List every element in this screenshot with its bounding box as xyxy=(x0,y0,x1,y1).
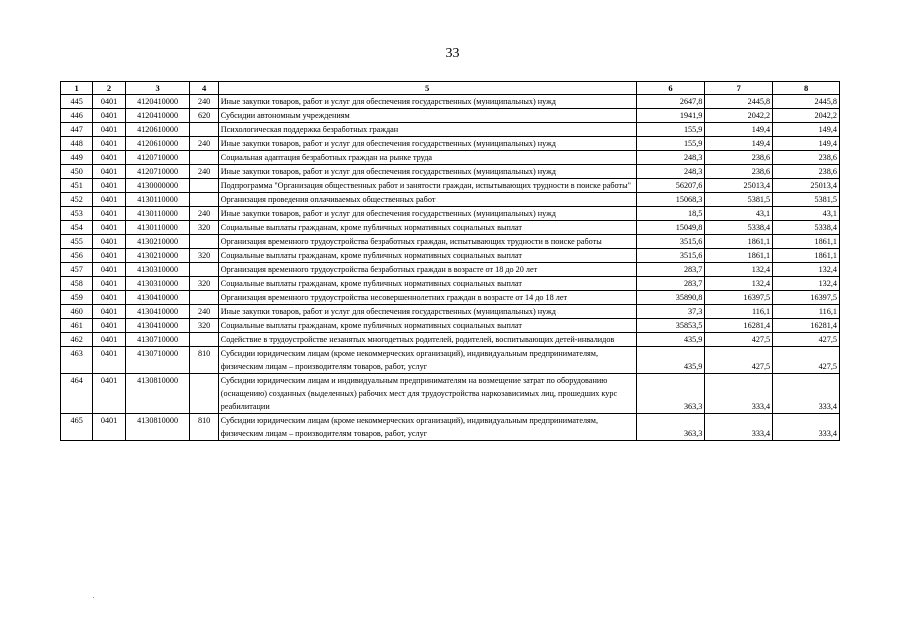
item-name: Социальные выплаты гражданам, кроме публичных нормативных социальных выплат xyxy=(218,249,636,263)
amount-col-8: 25013,4 xyxy=(773,179,840,193)
section-code: 0401 xyxy=(93,305,125,319)
amount-col-6: 363,3 xyxy=(636,414,705,441)
target-article-code: 4130310000 xyxy=(125,277,190,291)
expense-type-code: 810 xyxy=(190,414,218,441)
amount-col-6: 18,5 xyxy=(636,207,705,221)
section-code: 0401 xyxy=(93,123,125,137)
row-number: 448 xyxy=(61,137,93,151)
amount-col-8: 5381,5 xyxy=(773,193,840,207)
expense-type-code xyxy=(190,374,218,414)
expense-type-code: 810 xyxy=(190,347,218,374)
target-article-code: 4130110000 xyxy=(125,207,190,221)
target-article-code: 4130410000 xyxy=(125,291,190,305)
row-number: 461 xyxy=(61,319,93,333)
section-code: 0401 xyxy=(93,165,125,179)
header-col-4: 4 xyxy=(190,82,218,95)
item-name: Социальная адаптация безработных граждан на рынке труда xyxy=(218,151,636,165)
amount-col-8: 132,4 xyxy=(773,277,840,291)
table-row xyxy=(61,95,840,109)
expense-type-code: 320 xyxy=(190,277,218,291)
row-number: 446 xyxy=(61,109,93,123)
section-code: 0401 xyxy=(93,347,125,374)
row-number: 457 xyxy=(61,263,93,277)
amount-col-8: 149,4 xyxy=(773,123,840,137)
target-article-code: 4130210000 xyxy=(125,235,190,249)
amount-col-6: 35890,8 xyxy=(636,291,705,305)
target-article-code: 4130410000 xyxy=(125,319,190,333)
row-number: 458 xyxy=(61,277,93,291)
section-code: 0401 xyxy=(93,221,125,235)
target-article-code: 4120610000 xyxy=(125,137,190,151)
table-row xyxy=(61,109,840,123)
expense-type-code: 320 xyxy=(190,319,218,333)
expense-type-code: 240 xyxy=(190,137,218,151)
item-name: Организация проведения оплачиваемых общественных работ xyxy=(218,193,636,207)
table-row xyxy=(61,291,840,305)
amount-col-7: 16281,4 xyxy=(705,319,773,333)
item-name: Организация временного трудоустройства безработных граждан, испытывающих трудности в поиске работы xyxy=(218,235,636,249)
amount-col-7: 16397,5 xyxy=(705,291,773,305)
amount-col-7: 5338,4 xyxy=(705,221,773,235)
row-number: 462 xyxy=(61,333,93,347)
section-code: 0401 xyxy=(93,414,125,441)
table-row xyxy=(61,151,840,165)
target-article-code: 4120410000 xyxy=(125,109,190,123)
amount-col-6: 3515,6 xyxy=(636,235,705,249)
amount-col-7: 333,4 xyxy=(705,374,773,414)
amount-col-6: 3515,6 xyxy=(636,249,705,263)
table-row xyxy=(61,414,840,441)
item-name: Социальные выплаты гражданам, кроме публичных нормативных социальных выплат xyxy=(218,221,636,235)
amount-col-6: 248,3 xyxy=(636,165,705,179)
section-code: 0401 xyxy=(93,249,125,263)
amount-col-7: 2445,8 xyxy=(705,95,773,109)
header-col-8: 8 xyxy=(773,82,840,95)
section-code: 0401 xyxy=(93,235,125,249)
item-name: Иные закупки товаров, работ и услуг для обеспечения государственных (муниципальных) нужд xyxy=(218,305,636,319)
amount-col-7: 132,4 xyxy=(705,263,773,277)
scan-speck xyxy=(93,597,94,598)
target-article-code: 4120410000 xyxy=(125,95,190,109)
amount-col-8: 238,6 xyxy=(773,165,840,179)
header-col-6: 6 xyxy=(636,82,705,95)
section-code: 0401 xyxy=(93,333,125,347)
amount-col-6: 155,9 xyxy=(636,123,705,137)
section-code: 0401 xyxy=(93,319,125,333)
item-name: Субсидии юридическим лицам (кроме некоммерческих организаций), индивидуальным предпринимателям, физическим лицам – производителям товаров, работ, услуг xyxy=(218,347,636,374)
table-row xyxy=(61,333,840,347)
amount-col-8: 238,6 xyxy=(773,151,840,165)
amount-col-7: 333,4 xyxy=(705,414,773,441)
item-name: Иные закупки товаров, работ и услуг для обеспечения государственных (муниципальных) нужд xyxy=(218,165,636,179)
row-number: 452 xyxy=(61,193,93,207)
row-number: 445 xyxy=(61,95,93,109)
section-code: 0401 xyxy=(93,277,125,291)
expense-type-code xyxy=(190,235,218,249)
amount-col-7: 427,5 xyxy=(705,347,773,374)
amount-col-6: 37,3 xyxy=(636,305,705,319)
item-name: Субсидии юридическим лицам и индивидуальным предпринимателям на возмещение затрат по оборудованию (оснащению) созданных (выделенных) рабочих мест для трудоустройства наркозависимых лиц, прошедших курс реабилитации xyxy=(218,374,636,414)
target-article-code: 4130710000 xyxy=(125,347,190,374)
amount-col-7: 5381,5 xyxy=(705,193,773,207)
amount-col-6: 363,3 xyxy=(636,374,705,414)
item-name: Социальные выплаты гражданам, кроме публичных нормативных социальных выплат xyxy=(218,319,636,333)
amount-col-6: 248,3 xyxy=(636,151,705,165)
table-row xyxy=(61,207,840,221)
item-name: Иные закупки товаров, работ и услуг для обеспечения государственных (муниципальных) нужд xyxy=(218,95,636,109)
expense-type-code xyxy=(190,291,218,305)
item-name: Субсидии юридическим лицам (кроме некоммерческих организаций), индивидуальным предпринимателям, физическим лицам – производителям товаров, работ, услуг xyxy=(218,414,636,441)
amount-col-8: 427,5 xyxy=(773,333,840,347)
section-code: 0401 xyxy=(93,263,125,277)
row-number: 459 xyxy=(61,291,93,305)
row-number: 464 xyxy=(61,374,93,414)
amount-col-6: 283,7 xyxy=(636,263,705,277)
item-name: Субсидии автономным учреждениям xyxy=(218,109,636,123)
amount-col-7: 238,6 xyxy=(705,151,773,165)
header-col-2: 2 xyxy=(93,82,125,95)
amount-col-7: 238,6 xyxy=(705,165,773,179)
table-row xyxy=(61,347,840,374)
expense-type-code xyxy=(190,263,218,277)
item-name: Иные закупки товаров, работ и услуг для обеспечения государственных (муниципальных) нужд xyxy=(218,207,636,221)
row-number: 463 xyxy=(61,347,93,374)
expense-type-code xyxy=(190,123,218,137)
amount-col-8: 2445,8 xyxy=(773,95,840,109)
table-row xyxy=(61,305,840,319)
target-article-code: 4130000000 xyxy=(125,179,190,193)
amount-col-6: 15068,3 xyxy=(636,193,705,207)
table-row xyxy=(61,221,840,235)
amount-col-8: 16281,4 xyxy=(773,319,840,333)
row-number: 450 xyxy=(61,165,93,179)
table-row xyxy=(61,263,840,277)
header-row xyxy=(61,82,840,95)
amount-col-7: 149,4 xyxy=(705,123,773,137)
target-article-code: 4130310000 xyxy=(125,263,190,277)
target-article-code: 4120610000 xyxy=(125,123,190,137)
expense-type-code xyxy=(190,151,218,165)
amount-col-8: 333,4 xyxy=(773,414,840,441)
amount-col-8: 5338,4 xyxy=(773,221,840,235)
table-row xyxy=(61,319,840,333)
amount-col-6: 435,9 xyxy=(636,347,705,374)
target-article-code: 4130210000 xyxy=(125,249,190,263)
amount-col-7: 1861,1 xyxy=(705,235,773,249)
amount-col-8: 333,4 xyxy=(773,374,840,414)
amount-col-6: 283,7 xyxy=(636,277,705,291)
table-row xyxy=(61,123,840,137)
expense-type-code xyxy=(190,179,218,193)
target-article-code: 4130110000 xyxy=(125,193,190,207)
section-code: 0401 xyxy=(93,109,125,123)
row-number: 454 xyxy=(61,221,93,235)
amount-col-8: 1861,1 xyxy=(773,249,840,263)
amount-col-7: 1861,1 xyxy=(705,249,773,263)
row-number: 460 xyxy=(61,305,93,319)
amount-col-7: 149,4 xyxy=(705,137,773,151)
table-row xyxy=(61,249,840,263)
section-code: 0401 xyxy=(93,207,125,221)
row-number: 447 xyxy=(61,123,93,137)
item-name: Подпрограмма "Организация общественных работ и занятости граждан, испытывающих трудности в поиске работы" xyxy=(218,179,636,193)
budget-table xyxy=(60,81,840,441)
amount-col-6: 2647,8 xyxy=(636,95,705,109)
row-number: 455 xyxy=(61,235,93,249)
section-code: 0401 xyxy=(93,291,125,305)
section-code: 0401 xyxy=(93,374,125,414)
target-article-code: 4130810000 xyxy=(125,414,190,441)
item-name: Содействие в трудоустройстве незанятых многодетных родителей, родителей, воспитывающих детей-инвалидов xyxy=(218,333,636,347)
row-number: 451 xyxy=(61,179,93,193)
item-name: Иные закупки товаров, работ и услуг для обеспечения государственных (муниципальных) нужд xyxy=(218,137,636,151)
expense-type-code: 620 xyxy=(190,109,218,123)
table-row xyxy=(61,235,840,249)
expense-type-code: 320 xyxy=(190,221,218,235)
table-row xyxy=(61,137,840,151)
section-code: 0401 xyxy=(93,151,125,165)
table-row xyxy=(61,277,840,291)
expense-type-code: 240 xyxy=(190,95,218,109)
row-number: 449 xyxy=(61,151,93,165)
target-article-code: 4130810000 xyxy=(125,374,190,414)
section-code: 0401 xyxy=(93,137,125,151)
header-col-7: 7 xyxy=(705,82,773,95)
table-row xyxy=(61,179,840,193)
expense-type-code: 240 xyxy=(190,305,218,319)
amount-col-6: 15049,8 xyxy=(636,221,705,235)
amount-col-8: 427,5 xyxy=(773,347,840,374)
expense-type-code xyxy=(190,333,218,347)
item-name: Организация временного трудоустройства безработных граждан в возрасте от 18 до 20 лет xyxy=(218,263,636,277)
amount-col-7: 43,1 xyxy=(705,207,773,221)
section-code: 0401 xyxy=(93,179,125,193)
table-row xyxy=(61,374,840,414)
amount-col-8: 149,4 xyxy=(773,137,840,151)
table-row xyxy=(61,193,840,207)
amount-col-6: 56207,6 xyxy=(636,179,705,193)
amount-col-7: 116,1 xyxy=(705,305,773,319)
target-article-code: 4130710000 xyxy=(125,333,190,347)
amount-col-8: 116,1 xyxy=(773,305,840,319)
item-name: Организация временного трудоустройства несовершеннолетних граждан в возрасте от 14 до 18 лет xyxy=(218,291,636,305)
amount-col-6: 155,9 xyxy=(636,137,705,151)
row-number: 456 xyxy=(61,249,93,263)
item-name: Социальные выплаты гражданам, кроме публичных нормативных социальных выплат xyxy=(218,277,636,291)
section-code: 0401 xyxy=(93,193,125,207)
row-number: 465 xyxy=(61,414,93,441)
amount-col-6: 435,9 xyxy=(636,333,705,347)
target-article-code: 4120710000 xyxy=(125,165,190,179)
table-row xyxy=(61,165,840,179)
amount-col-8: 2042,2 xyxy=(773,109,840,123)
expense-type-code xyxy=(190,193,218,207)
item-name: Психологическая поддержка безработных граждан xyxy=(218,123,636,137)
amount-col-7: 427,5 xyxy=(705,333,773,347)
amount-col-6: 35853,5 xyxy=(636,319,705,333)
header-col-3: 3 xyxy=(125,82,190,95)
header-col-1: 1 xyxy=(61,82,93,95)
amount-col-7: 25013,4 xyxy=(705,179,773,193)
page-number: 33 xyxy=(445,46,460,61)
amount-col-8: 43,1 xyxy=(773,207,840,221)
header-col-5: 5 xyxy=(218,82,636,95)
amount-col-7: 132,4 xyxy=(705,277,773,291)
expense-type-code: 240 xyxy=(190,165,218,179)
expense-type-code: 240 xyxy=(190,207,218,221)
target-article-code: 4130410000 xyxy=(125,305,190,319)
target-article-code: 4130110000 xyxy=(125,221,190,235)
amount-col-8: 132,4 xyxy=(773,263,840,277)
amount-col-6: 1941,9 xyxy=(636,109,705,123)
target-article-code: 4120710000 xyxy=(125,151,190,165)
amount-col-7: 2042,2 xyxy=(705,109,773,123)
amount-col-8: 1861,1 xyxy=(773,235,840,249)
amount-col-8: 16397,5 xyxy=(773,291,840,305)
expense-type-code: 320 xyxy=(190,249,218,263)
section-code: 0401 xyxy=(93,95,125,109)
row-number: 453 xyxy=(61,207,93,221)
